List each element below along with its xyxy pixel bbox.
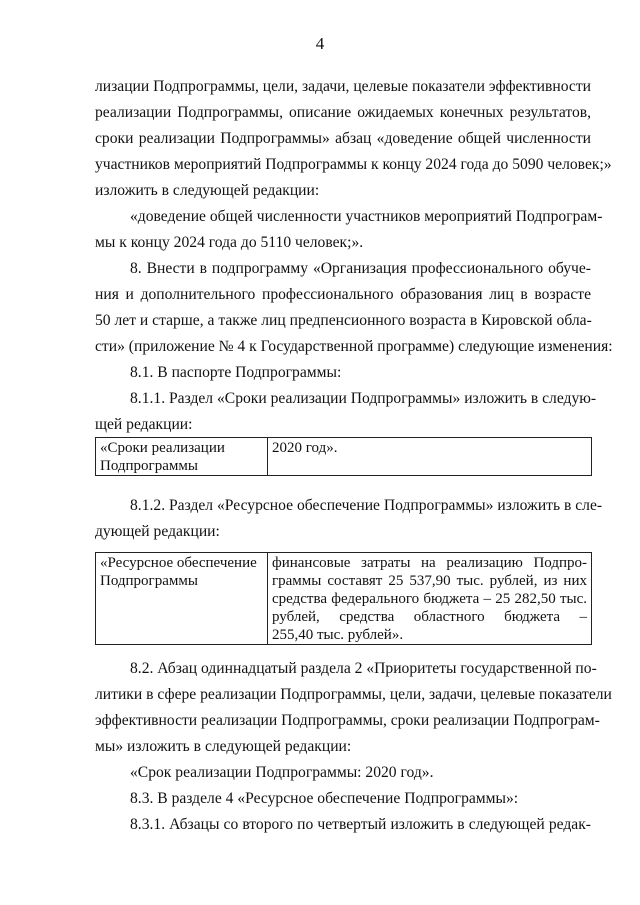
text-line: реализации Подпрограммы, описание ожидаемых конечных результатов, (95, 104, 591, 121)
text-line: изложить в следующей редакции: (95, 182, 320, 199)
cell-line: «Сроки реализации (100, 440, 225, 456)
cell-line: граммы составят 25 537,90 тыс. рублей, из них (272, 573, 587, 589)
text-line: эффективности реализации Подпрограммы, сроки реализации Подпрограм- (95, 712, 600, 729)
quote-srok: «Срок реализации Подпрограммы: 2020 год». (130, 764, 434, 781)
table-cell-label (96, 553, 268, 645)
cell-line: рублей, средства областного бюджета – (272, 609, 587, 625)
text-line: щей редакции: (95, 416, 193, 433)
section-heading-8-3: 8.3. В разделе 4 «Ресурсное обеспечение Подпрограммы»: (130, 790, 519, 807)
text-line: «доведение общей численности участников мероприятий Подпрограм- (130, 208, 603, 225)
text-line: 8. Внести в подпрограмму «Организация профессионального обуче- (130, 260, 591, 277)
table-row (96, 553, 592, 645)
cell-line: средства федерального бюджета – 25 282,50 тыс. (272, 591, 587, 607)
text-line: дующей редакции: (95, 523, 220, 540)
text-line: лизации Подпрограммы, цели, задачи, целевые показатели эффективности (95, 78, 591, 95)
cell-line: 2020 год». (272, 440, 338, 456)
table-cell-value (268, 438, 592, 476)
text-line: 50 лет и старше, а также лиц предпенсионного возраста в Кировской обла- (95, 312, 592, 329)
table-cell-label (96, 438, 268, 476)
text-line: 8.1.2. Раздел «Ресурсное обеспечение Подпрограммы» изложить в сле- (130, 497, 603, 514)
text-line: участников мероприятий Подпрограммы к концу 2024 года до 5090 человек;» (95, 156, 612, 173)
text-line: литики в сфере реализации Подпрограммы, цели, задачи, целевые показатели (95, 686, 612, 703)
text-line: мы» изложить в следующей редакции: (95, 738, 352, 755)
text-line: 8.2. Абзац одиннадцатый раздела 2 «Приоритеты государственной по- (130, 660, 597, 677)
cell-line: финансовые затраты на реализацию Подпро- (272, 555, 587, 571)
text-line: 8.3.1. Абзацы со второго по четвертый изложить в следующей редак- (130, 816, 591, 833)
cell-line: «Ресурсное обеспечение (100, 555, 257, 571)
text-line: 8.1.1. Раздел «Сроки реализации Подпрограммы» изложить в следую- (130, 390, 597, 407)
text-line: сроки реализации Подпрограммы» абзац «доведение общей численности (95, 130, 591, 147)
table-cell-value (268, 553, 592, 645)
cell-line: Подпрограммы (100, 458, 198, 474)
text-line: ния и дополнительного профессионального образования лиц в возрасте (95, 286, 591, 303)
text-line: сти» (приложение № 4 к Государственной программе) следующие изменения: (95, 338, 613, 355)
section-heading-8-1: 8.1. В паспорте Подпрограммы: (130, 364, 342, 381)
table-resursnoe (95, 552, 592, 645)
text-line: мы к концу 2024 года до 5110 человек;». (95, 234, 364, 251)
page-number: 4 (315, 34, 325, 53)
table-row (96, 438, 592, 476)
table-sroki (95, 437, 592, 476)
cell-line: 255,40 тыс. рублей». (272, 627, 404, 643)
cell-line: Подпрограммы (100, 573, 198, 589)
